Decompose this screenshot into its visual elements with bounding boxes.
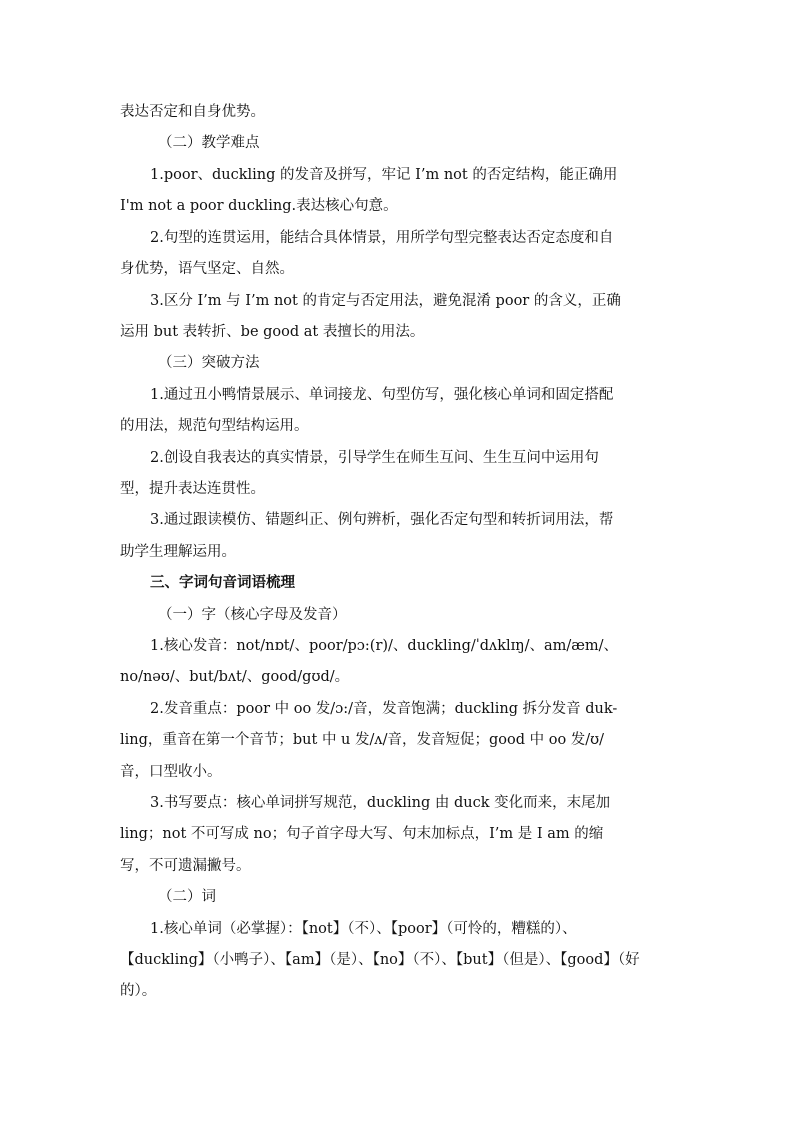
text-line: 3.区分 I’m 与 I’m not 的肯定与否定用法，避免混淆 poor 的含义，正确	[150, 293, 621, 309]
text-line: 【duckling】（小鸭子）、【am】（是）、【no】（不）、【but】（但是）、【good】（好	[120, 952, 640, 968]
subheading-teaching-difficulties: （二）教学难点	[158, 135, 260, 151]
text-line: 型，提升表达连贯性。	[120, 481, 265, 497]
text-line: 身优势，语气坚定、自然。	[120, 261, 294, 277]
text-line: 的用法，规范句型结构运用。	[120, 418, 309, 434]
text-line: 助学生理解运用。	[120, 544, 236, 560]
text-line: 1.poor、duckling 的发音及拼写，牢记 I’m not 的否定结构，能正确用	[150, 167, 618, 183]
text-line: 1.核心发音：not/nɒt/、poor/pɔ:(r)/、duckling/ˈdʌklɪŋ/、am/æm/、	[150, 638, 619, 654]
text-line: I'm not a poor duckling.表达核心句意。	[120, 198, 398, 214]
text-line: 1.核心单词（必掌握）：【not】（不）、【poor】（可怜的，糟糕的）、	[150, 921, 577, 937]
text-line: 2.句型的连贯运用，能结合具体情景，用所学句型完整表达否定态度和自	[150, 230, 614, 246]
text-line: no/nəʊ/、but/bʌt/、good/gʊd/。	[120, 669, 350, 685]
text-line: 1.通过丑小鸭情景展示、单词接龙、句型仿写，强化核心单词和固定搭配	[150, 387, 614, 403]
text-line: 3.书写要点：核心单词拼写规范，duckling 由 duck 变化而来，末尾加	[150, 795, 611, 811]
text-line: 2.发音重点：poor 中 oo 发/ɔ:/音，发音饱满；duckling 拆分发音 duk-	[150, 701, 618, 717]
text-line: 表达否定和自身优势。	[120, 104, 265, 120]
subheading-words: （二）词	[158, 889, 216, 905]
section-heading: 三、字词句音词语梳理	[150, 575, 295, 591]
subheading-characters: （一）字（核心字母及发音）	[158, 607, 347, 623]
text-line: 运用 but 表转折、be good at 表擅长的用法。	[120, 324, 425, 340]
text-line: ling，重音在第一个音节；but 中 u 发/ʌ/音，发音短促；good 中 oo 发/ʊ/	[120, 732, 605, 748]
text-line: 2.创设自我表达的真实情景，引导学生在师生互问、生生互问中运用句	[150, 450, 599, 466]
text-line: 的）。	[120, 983, 157, 999]
text-line: 音，口型收小。	[120, 764, 222, 780]
text-line: 3.通过跟读模仿、错题纠正、例句辨析，强化否定句型和转折词用法，帮	[150, 512, 614, 528]
text-line: ling；not 不可写成 no；句子首字母大写、句末加标点，I’m 是 I am 的缩	[120, 826, 604, 842]
text-line: 写，不可遗漏撇号。	[120, 858, 251, 874]
subheading-breakthrough-methods: （三）突破方法	[158, 355, 260, 371]
